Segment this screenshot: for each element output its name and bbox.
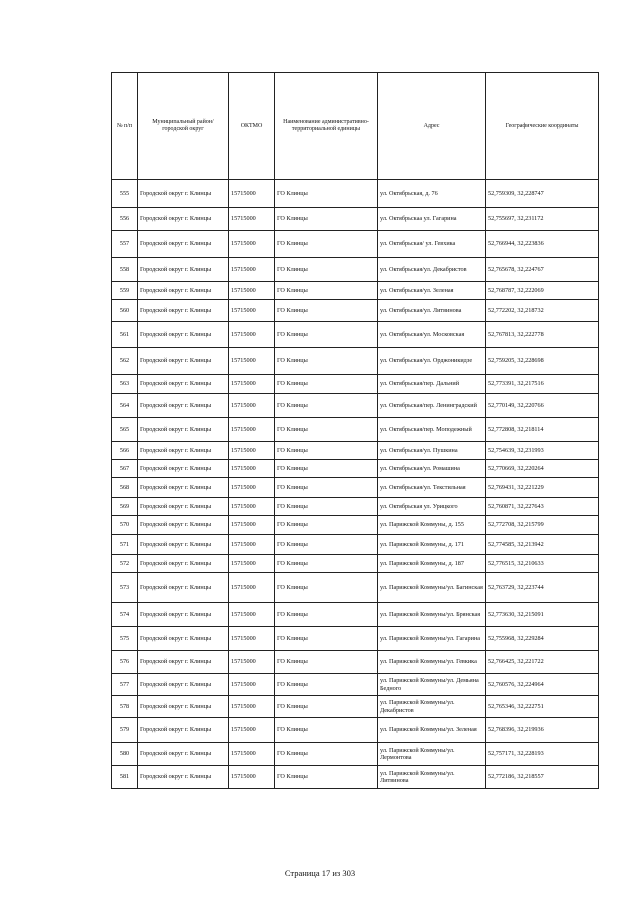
cell-num: 557 <box>112 231 138 258</box>
cell-address: ул. Октябрьская/пер. Ленинградский <box>378 394 486 418</box>
table-row <box>112 322 599 348</box>
cell-num: 572 <box>112 555 138 573</box>
header-coords: Географические координаты <box>486 73 599 180</box>
cell-oktmo: 15715000 <box>229 394 275 418</box>
table-row <box>112 300 599 322</box>
cell-address: ул. Октябрьская/пер. Дальний <box>378 375 486 394</box>
cell-oktmo: 15715000 <box>229 766 275 789</box>
cell-coords: 52,760871, 32,227643 <box>486 498 599 516</box>
table-row <box>112 418 599 442</box>
cell-coords: 52,755697, 32,231172 <box>486 208 599 231</box>
table-row <box>112 258 599 282</box>
cell-unit: ГО Клинцы <box>275 603 378 627</box>
cell-coords: 52,770669, 32,220264 <box>486 460 599 478</box>
table-header-row <box>112 73 599 180</box>
cell-oktmo: 15715000 <box>229 498 275 516</box>
cell-address: ул. Парижской Коммуны/ул. Декабристов <box>378 696 486 718</box>
cell-num: 580 <box>112 743 138 766</box>
cell-num: 568 <box>112 478 138 498</box>
cell-address: ул. Парижской Коммуны/ул. Брянская <box>378 603 486 627</box>
cell-coords: 52,755968, 32,229284 <box>486 627 599 651</box>
cell-unit: ГО Клинцы <box>275 516 378 535</box>
cell-num: 581 <box>112 766 138 789</box>
cell-num: 563 <box>112 375 138 394</box>
cell-unit: ГО Клинцы <box>275 442 378 460</box>
cell-oktmo: 15715000 <box>229 375 275 394</box>
cell-unit: ГО Клинцы <box>275 743 378 766</box>
cell-oktmo: 15715000 <box>229 418 275 442</box>
cell-unit: ГО Клинцы <box>275 460 378 478</box>
cell-coords: 52,760576, 32,224964 <box>486 674 599 696</box>
cell-oktmo: 15715000 <box>229 231 275 258</box>
cell-address: ул. Октябрьская/ул. Московская <box>378 322 486 348</box>
cell-coords: 52,772808, 32,218114 <box>486 418 599 442</box>
table-row <box>112 651 599 674</box>
cell-coords: 52,768787, 32,222069 <box>486 282 599 300</box>
cell-oktmo: 15715000 <box>229 258 275 282</box>
cell-district: Городской округ г. Клинцы <box>138 322 229 348</box>
cell-address: ул. Парижской Коммуны/ул. Лермонтова <box>378 743 486 766</box>
cell-address: ул. Октябрьская/ул. Пушкина <box>378 442 486 460</box>
cell-oktmo: 15715000 <box>229 718 275 743</box>
cell-unit: ГО Клинцы <box>275 322 378 348</box>
cell-address: ул. Парижской Коммуны/ул. Багинская <box>378 573 486 603</box>
cell-num: 577 <box>112 674 138 696</box>
page-number: Страница 17 из 303 <box>284 868 356 878</box>
cell-num: 575 <box>112 627 138 651</box>
table-row <box>112 674 599 696</box>
cell-oktmo: 15715000 <box>229 282 275 300</box>
cell-district: Городской округ г. Клинцы <box>138 460 229 478</box>
cell-coords: 52,759205, 32,228698 <box>486 348 599 375</box>
cell-num: 576 <box>112 651 138 674</box>
header-oktmo: ОКТМО <box>229 73 275 180</box>
cell-coords: 52,766944, 32,223836 <box>486 231 599 258</box>
table-row <box>112 460 599 478</box>
cell-num: 569 <box>112 498 138 516</box>
cell-unit: ГО Клинцы <box>275 555 378 573</box>
cell-district: Городской округ г. Клинцы <box>138 573 229 603</box>
cell-coords: 52,772202, 32,218732 <box>486 300 599 322</box>
cell-num: 558 <box>112 258 138 282</box>
cell-district: Городской округ г. Клинцы <box>138 627 229 651</box>
header-num: № п/п <box>112 73 138 180</box>
cell-unit: ГО Клинцы <box>275 394 378 418</box>
cell-address: ул. Парижской Коммуны, д. 155 <box>378 516 486 535</box>
cell-unit: ГО Клинцы <box>275 627 378 651</box>
cell-district: Городской округ г. Клинцы <box>138 516 229 535</box>
cell-oktmo: 15715000 <box>229 322 275 348</box>
cell-unit: ГО Клинцы <box>275 573 378 603</box>
cell-coords: 52,766425, 32,221722 <box>486 651 599 674</box>
cell-unit: ГО Клинцы <box>275 651 378 674</box>
cell-num: 566 <box>112 442 138 460</box>
table-body <box>112 180 599 789</box>
cell-address: ул. Октябрьскаа ул. Гагарина <box>378 208 486 231</box>
cell-num: 570 <box>112 516 138 535</box>
cell-oktmo: 15715000 <box>229 627 275 651</box>
cell-oktmo: 15715000 <box>229 743 275 766</box>
cell-district: Городской округ г. Клинцы <box>138 300 229 322</box>
header-unit: Наименование административно-территориальной единицы <box>275 73 378 180</box>
cell-num: 578 <box>112 696 138 718</box>
cell-district: Городской округ г. Клинцы <box>138 555 229 573</box>
cell-num: 559 <box>112 282 138 300</box>
cell-unit: ГО Клинцы <box>275 478 378 498</box>
cell-district: Городской округ г. Клинцы <box>138 766 229 789</box>
table-row <box>112 766 599 789</box>
cell-oktmo: 15715000 <box>229 180 275 208</box>
cell-district: Городской округ г. Клинцы <box>138 535 229 555</box>
cell-address: ул. Парижской Коммуны/ул. Гевкика <box>378 651 486 674</box>
cell-oktmo: 15715000 <box>229 535 275 555</box>
cell-num: 574 <box>112 603 138 627</box>
cell-num: 573 <box>112 573 138 603</box>
cell-district: Городской округ г. Клинцы <box>138 418 229 442</box>
table-row <box>112 394 599 418</box>
cell-coords: 52,765346, 32,222751 <box>486 696 599 718</box>
cell-district: Городской округ г. Клинцы <box>138 180 229 208</box>
cell-coords: 52,776515, 32,210633 <box>486 555 599 573</box>
cell-address: ул. Парижской Коммуны/ул. Демьяна Бедного <box>378 674 486 696</box>
cell-unit: ГО Клинцы <box>275 498 378 516</box>
cell-unit: ГО Клинцы <box>275 766 378 789</box>
cell-district: Городской округ г. Клинцы <box>138 231 229 258</box>
cell-address: ул. Октябрьская/пер. Моподежный <box>378 418 486 442</box>
cell-num: 564 <box>112 394 138 418</box>
cell-unit: ГО Клинцы <box>275 258 378 282</box>
cell-district: Городской округ г. Клинцы <box>138 696 229 718</box>
table-row <box>112 208 599 231</box>
cell-district: Городской округ г. Клинцы <box>138 348 229 375</box>
cell-coords: 52,767813, 32,222778 <box>486 322 599 348</box>
cell-coords: 52,774585, 32,213942 <box>486 535 599 555</box>
cell-coords: 52,773630, 32,215091 <box>486 603 599 627</box>
cell-num: 561 <box>112 322 138 348</box>
cell-district: Городской округ г. Клинцы <box>138 674 229 696</box>
cell-coords: 52,769431, 32,221229 <box>486 478 599 498</box>
cell-oktmo: 15715000 <box>229 300 275 322</box>
cell-district: Городской округ г. Клинцы <box>138 208 229 231</box>
cell-address: ул. Октябрьская/ул. Зеленая <box>378 282 486 300</box>
cell-district: Городской округ г. Клинцы <box>138 394 229 418</box>
table-row <box>112 348 599 375</box>
cell-district: Городской округ г. Клинцы <box>138 498 229 516</box>
cell-unit: ГО Клинцы <box>275 208 378 231</box>
cell-oktmo: 15715000 <box>229 696 275 718</box>
table-row <box>112 603 599 627</box>
cell-address: ул. Парижской Коммуны/ул. Литвинова <box>378 766 486 789</box>
cell-district: Городской округ г. Клинцы <box>138 442 229 460</box>
cell-unit: ГО Клинцы <box>275 674 378 696</box>
registry-table <box>111 72 599 789</box>
cell-unit: ГО Клинцы <box>275 696 378 718</box>
cell-address: ул. Октябрьская/ул. Текстильная <box>378 478 486 498</box>
cell-unit: ГО Клинцы <box>275 535 378 555</box>
cell-oktmo: 15715000 <box>229 442 275 460</box>
cell-address: ул. Октябрьская/ул. Декабристов <box>378 258 486 282</box>
cell-district: Городской округ г. Клинцы <box>138 651 229 674</box>
cell-coords: 52,773391, 32,217516 <box>486 375 599 394</box>
cell-unit: ГО Клинцы <box>275 375 378 394</box>
cell-oktmo: 15715000 <box>229 555 275 573</box>
cell-address: ул. Октябрьская/ул. Литвинова <box>378 300 486 322</box>
cell-coords: 52,754639, 32,231993 <box>486 442 599 460</box>
cell-num: 571 <box>112 535 138 555</box>
table-row <box>112 180 599 208</box>
cell-oktmo: 15715000 <box>229 460 275 478</box>
header-district: Муниципальный район/городской округ <box>138 73 229 180</box>
cell-address: ул. Парижской Коммуны, д. 187 <box>378 555 486 573</box>
table-row <box>112 375 599 394</box>
table-row <box>112 498 599 516</box>
cell-address: ул. Парижской Коммуны/ул. Гагарина <box>378 627 486 651</box>
table-row <box>112 743 599 766</box>
table-row <box>112 535 599 555</box>
cell-address: ул. Октябрьская/ ул. Гевхика <box>378 231 486 258</box>
cell-num: 579 <box>112 718 138 743</box>
cell-unit: ГО Клинцы <box>275 231 378 258</box>
cell-coords: 52,757171, 32,228193 <box>486 743 599 766</box>
cell-num: 565 <box>112 418 138 442</box>
cell-district: Городской округ г. Клинцы <box>138 478 229 498</box>
cell-district: Городской округ г. Клинцы <box>138 603 229 627</box>
cell-coords: 52,765678, 32,224767 <box>486 258 599 282</box>
cell-num: 567 <box>112 460 138 478</box>
cell-num: 560 <box>112 300 138 322</box>
cell-address: ул. Парижской Коммуны, д. 171 <box>378 535 486 555</box>
cell-unit: ГО Клинцы <box>275 348 378 375</box>
cell-num: 555 <box>112 180 138 208</box>
cell-coords: 52,759309, 32,228747 <box>486 180 599 208</box>
cell-address: ул. Октябрьская/ул. Ромашина <box>378 460 486 478</box>
cell-address: ул. Октябрьская, д. 76 <box>378 180 486 208</box>
cell-coords: 52,772186, 32,218557 <box>486 766 599 789</box>
table-row <box>112 442 599 460</box>
cell-district: Городской округ г. Клинцы <box>138 282 229 300</box>
table-row <box>112 627 599 651</box>
cell-oktmo: 15715000 <box>229 674 275 696</box>
table-row <box>112 555 599 573</box>
cell-unit: ГО Клинцы <box>275 300 378 322</box>
table-row <box>112 718 599 743</box>
cell-address: ул. Парижской Коммуны/ул. Зеленая <box>378 718 486 743</box>
cell-coords: 52,768396, 32,219936 <box>486 718 599 743</box>
cell-district: Городской округ г. Клинцы <box>138 743 229 766</box>
cell-coords: 52,772708, 32,215799 <box>486 516 599 535</box>
header-address: Адрес <box>378 73 486 180</box>
cell-oktmo: 15715000 <box>229 516 275 535</box>
cell-oktmo: 15715000 <box>229 478 275 498</box>
table-row <box>112 573 599 603</box>
cell-district: Городской округ г. Клинцы <box>138 375 229 394</box>
cell-num: 556 <box>112 208 138 231</box>
cell-unit: ГО Клинцы <box>275 718 378 743</box>
cell-coords: 52,770149, 32,220766 <box>486 394 599 418</box>
table-row <box>112 516 599 535</box>
cell-unit: ГО Клинцы <box>275 418 378 442</box>
cell-unit: ГО Клинцы <box>275 180 378 208</box>
cell-unit: ГО Клинцы <box>275 282 378 300</box>
cell-oktmo: 15715000 <box>229 208 275 231</box>
cell-oktmo: 15715000 <box>229 573 275 603</box>
cell-oktmo: 15715000 <box>229 651 275 674</box>
table-row <box>112 231 599 258</box>
cell-oktmo: 15715000 <box>229 603 275 627</box>
cell-address: ул. Октябрьская/ул. Орджоникидзе <box>378 348 486 375</box>
cell-oktmo: 15715000 <box>229 348 275 375</box>
cell-address: ул. Октябрьская ул. Урицкого <box>378 498 486 516</box>
cell-coords: 52,763729, 32,223744 <box>486 573 599 603</box>
table-row <box>112 696 599 718</box>
cell-district: Городской округ г. Клинцы <box>138 258 229 282</box>
cell-district: Городской округ г. Клинцы <box>138 718 229 743</box>
table-row <box>112 282 599 300</box>
table-row <box>112 478 599 498</box>
cell-num: 562 <box>112 348 138 375</box>
